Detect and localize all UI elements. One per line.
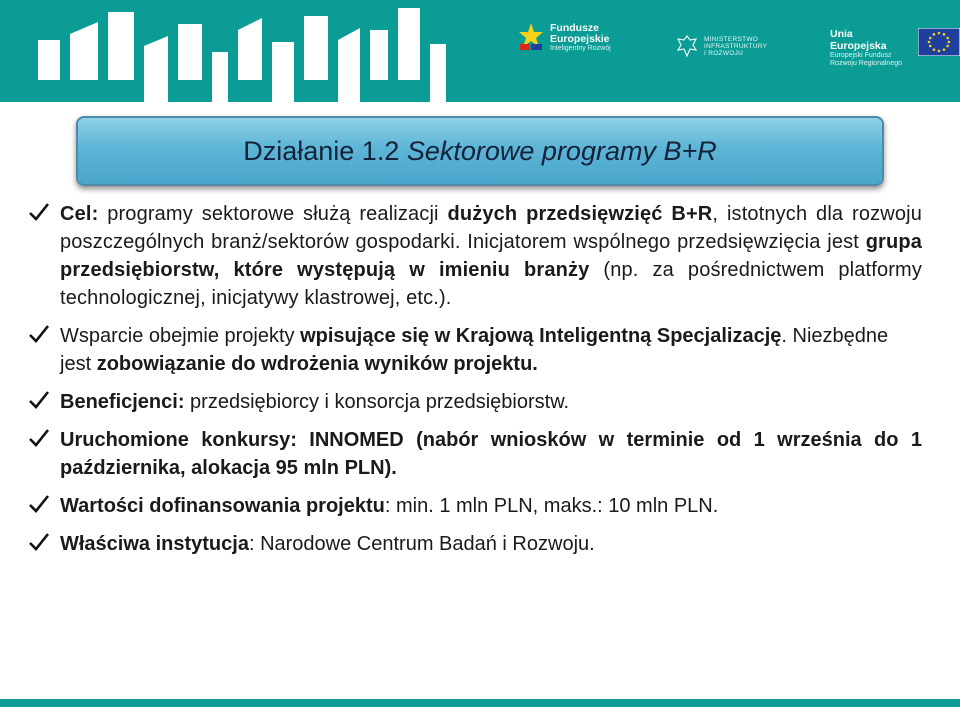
inteligentny-rozwoj-logo-shapes <box>0 0 470 102</box>
beneficiaries-label: Beneficjenci: <box>60 391 185 413</box>
goal-text-2: , istotnych dla rozwoju poszczególnych branż/sektorów gospodarki. Inicjatorem wspólnego przedsięwzięcia jest <box>60 203 922 253</box>
funds-line2: Europejskie <box>550 32 610 45</box>
bullet-beneficiaries <box>28 388 922 416</box>
logo-bar <box>144 36 168 102</box>
competitions-text: Uruchomione konkursy: INNOMED (nabór wniosków w terminie od 1 września do 1 października, alokacja 95 mln PLN). <box>60 429 922 479</box>
logo-bar <box>272 42 294 102</box>
title-italic: Sektorowe programy B+R <box>406 135 717 166</box>
logo-bar <box>70 22 98 80</box>
logo-bar <box>304 16 328 80</box>
goal-bold-1: dużych przedsięwzięć B+R <box>447 203 713 225</box>
header-band <box>0 0 960 102</box>
fundusze-star-icon <box>518 22 544 52</box>
fundusze-europejskie-logo <box>518 22 611 52</box>
bottom-divider <box>0 699 960 707</box>
logo-bar <box>212 52 228 102</box>
ministry-line3: I ROZWOJU <box>704 49 744 57</box>
funds-sub: Inteligentny Rozwój <box>550 44 611 52</box>
eu-sub2: Rozwoju Regionalnego <box>830 60 902 67</box>
support-text-1: Wsparcie obejmie projekty <box>60 325 301 347</box>
eu-sub1: Europejski Fundusz <box>830 52 892 59</box>
checkmark-icon <box>28 493 50 515</box>
goal-bold-2: grupa przedsiębiorstw, które występują w imieniu branży <box>60 231 922 281</box>
logo-bar <box>398 8 420 80</box>
logo-bar <box>108 12 134 80</box>
bullet-list <box>28 200 922 568</box>
logo-bar <box>370 30 388 80</box>
support-bold-1: wpisujące się w Krajową Inteligentną Specjalizację <box>300 325 782 347</box>
eu-title: Unia Europejska <box>830 28 887 52</box>
support-text-2: . Niezbędne jest <box>60 325 889 375</box>
eagle-emblem-icon <box>676 34 698 58</box>
beneficiaries-text: przedsiębiorcy i konsorcja przedsiębiorstw. <box>184 391 570 413</box>
logo-bar <box>38 40 60 80</box>
eu-logo <box>830 28 960 68</box>
bullet-goal <box>28 200 922 312</box>
ministry-logo <box>676 34 767 58</box>
checkmark-icon <box>28 531 50 553</box>
goal-label: Cel: <box>60 203 99 225</box>
institution-text: : Narodowe Centrum Badań i Rozwoju. <box>248 533 595 555</box>
title-banner <box>76 116 884 186</box>
support-bold-2: zobowiązanie do wdrożenia wyników projektu. <box>96 353 538 375</box>
checkmark-icon <box>28 389 50 411</box>
logo-bar <box>338 28 360 102</box>
bullet-support <box>28 322 922 378</box>
logo-bar <box>430 44 446 102</box>
ministry-line1: MINISTERSTWO <box>704 35 759 43</box>
goal-text-1: programy sektorowe służą realizacji <box>98 203 448 225</box>
page-title <box>243 136 717 167</box>
institution-label: Właściwa instytucja <box>60 533 249 555</box>
checkmark-icon <box>28 323 50 345</box>
goal-text-3: (np. za pośrednictwem platformy technologicznej, inicjatywy klastrowej, etc.). <box>60 259 922 309</box>
checkmark-icon <box>28 427 50 449</box>
bullet-institution <box>28 530 922 558</box>
eu-flag-icon <box>918 28 960 56</box>
ministry-line2: INFRASTRUKTURY <box>704 42 768 50</box>
funds-line1: Fundusze <box>550 21 599 34</box>
checkmark-icon <box>28 201 50 223</box>
bullet-competitions <box>28 426 922 482</box>
bullet-funding-values <box>28 492 922 520</box>
title-normal: Działanie 1.2 <box>243 135 407 166</box>
logo-bar <box>238 18 262 80</box>
funding-label: Wartości dofinansowania projektu <box>60 495 385 517</box>
funding-text: : min. 1 mln PLN, maks.: 10 mln PLN. <box>384 495 719 517</box>
logo-bar <box>178 24 202 80</box>
